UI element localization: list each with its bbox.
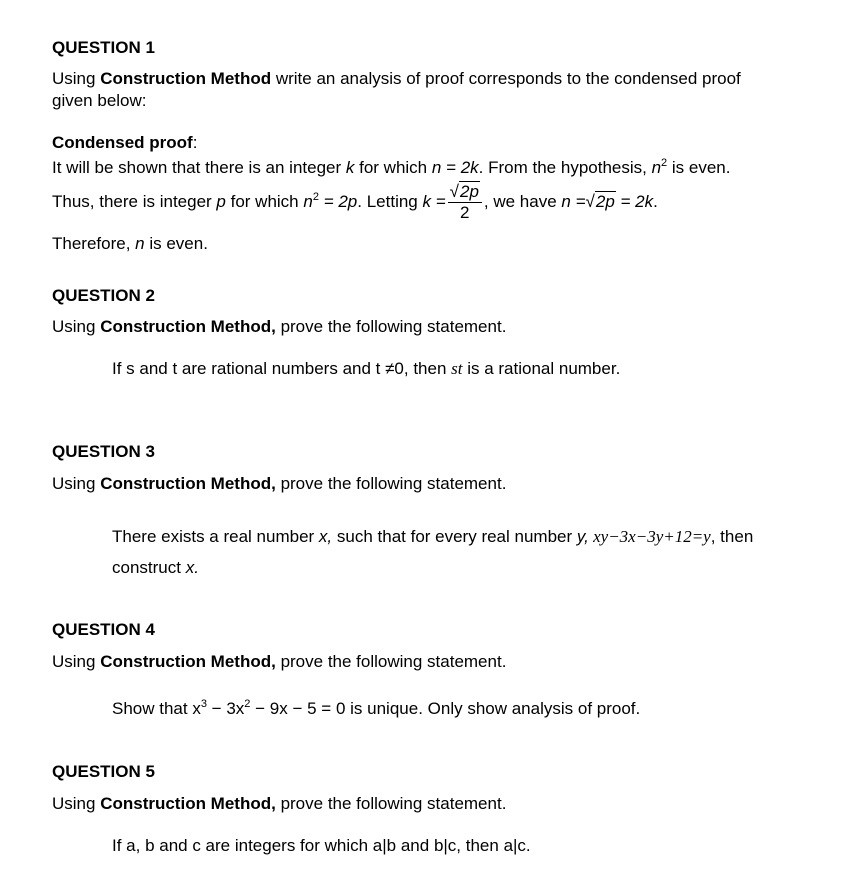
statement-text: is unique. Only show analysis of proof. xyxy=(345,699,641,718)
math-st: st xyxy=(451,359,463,378)
math-k-eq: k = xyxy=(422,191,446,211)
question-2-statement xyxy=(112,359,620,379)
math-x: x xyxy=(192,699,201,718)
question-1-intro xyxy=(52,69,741,89)
proof-text: Therefore, xyxy=(52,234,136,253)
math-equation: xy−3x−3y+12=y xyxy=(588,527,711,546)
proof-text: . From the hypothesis, xyxy=(478,158,652,177)
math-eq-2p: = 2p xyxy=(318,191,358,211)
statement-text: There exists a real number xyxy=(112,527,319,546)
intro-bold: Construction Method, xyxy=(100,652,276,671)
intro-bold: Construction Method, xyxy=(100,317,276,336)
math-n: n xyxy=(135,234,145,253)
question-1-heading: QUESTION 1 xyxy=(52,38,155,57)
statement-text: such that for every real number xyxy=(332,527,577,546)
fraction xyxy=(448,182,482,223)
intro-text: prove the following statement. xyxy=(275,652,507,671)
question-2-intro xyxy=(52,317,506,337)
question-2-heading: QUESTION 2 xyxy=(52,286,155,305)
sqrt-expression xyxy=(586,192,616,212)
proof-line-1 xyxy=(52,158,730,178)
question-5-heading: QUESTION 5 xyxy=(52,762,155,781)
proof-text: Thus, there is integer xyxy=(52,191,217,211)
intro-text: Using xyxy=(52,652,101,671)
proof-text: . xyxy=(653,191,658,211)
proof-text: . Letting xyxy=(357,191,423,211)
math-x: x, xyxy=(318,527,333,546)
proof-text: for which xyxy=(225,191,304,211)
intro-text: prove the following statement. xyxy=(275,794,507,813)
question-5-statement: If a, b and c are integers for which a|b and b|c, then a|c. xyxy=(112,836,531,855)
math-term: − 3x xyxy=(206,699,245,718)
math-p: p xyxy=(216,191,226,211)
question-4-heading: QUESTION 4 xyxy=(52,620,155,639)
condensed-label: Condensed proof xyxy=(52,133,193,152)
intro-text: Using xyxy=(52,317,101,336)
statement-text: , then xyxy=(710,527,754,546)
proof-line-2 xyxy=(52,182,658,223)
proof-text: It will be shown that there is an integer xyxy=(52,158,346,177)
math-term: − 9x − 5 = 0 xyxy=(250,699,346,718)
intro-text: write an analysis of proof corresponds to the condensed proof xyxy=(271,69,741,88)
intro-text: prove the following statement. xyxy=(275,317,507,336)
math-exponent: 2 xyxy=(244,698,251,710)
fraction-numerator xyxy=(448,182,482,203)
question-1-intro-line2: given below: xyxy=(52,91,147,110)
math-n-eq: n = xyxy=(561,191,586,211)
intro-text: Using xyxy=(52,69,101,88)
proof-text: is even. xyxy=(144,234,208,253)
intro-bold: Construction Method xyxy=(100,69,272,88)
statement-text: If s and t are rational numbers and t ≠0, then xyxy=(112,359,452,378)
math-exponent: 2 xyxy=(312,190,319,203)
sqrt-radicand: 2p xyxy=(459,182,479,201)
proof-text: is even. xyxy=(667,158,731,177)
math-n: n xyxy=(303,191,313,211)
math-exponent: 2 xyxy=(661,157,668,169)
sqrt-symbol: √ xyxy=(585,191,595,211)
statement-text: Show that xyxy=(112,699,193,718)
sqrt-radicand: 2p xyxy=(595,191,615,211)
question-3-statement xyxy=(112,527,753,547)
proof-text: , we have xyxy=(483,191,562,211)
intro-bold: Construction Method, xyxy=(100,474,276,493)
question-4-intro xyxy=(52,652,506,672)
proof-line-3 xyxy=(52,234,208,254)
math-x: x. xyxy=(185,558,199,577)
intro-text: Using xyxy=(52,474,101,493)
intro-text: prove the following statement. xyxy=(275,474,507,493)
math-eq-2k: = 2k xyxy=(615,191,654,211)
question-3-intro xyxy=(52,474,506,494)
intro-bold: Construction Method, xyxy=(100,794,276,813)
statement-text: construct xyxy=(112,558,186,577)
condensed-proof-label xyxy=(52,133,197,153)
math-y: y, xyxy=(576,527,589,546)
proof-text: for which xyxy=(354,158,432,177)
intro-text: Using xyxy=(52,794,101,813)
question-3-heading: QUESTION 3 xyxy=(52,442,155,461)
question-4-statement xyxy=(112,699,640,719)
sqrt-symbol: √ xyxy=(449,182,459,201)
fraction-denominator: 2 xyxy=(460,203,470,222)
math-n: n xyxy=(651,158,662,177)
question-5-intro xyxy=(52,794,506,814)
math-k: k xyxy=(345,158,355,177)
math-exponent: 3 xyxy=(200,698,207,710)
statement-text: is a rational number. xyxy=(462,359,621,378)
math-n-eq-2k: n = 2k xyxy=(431,158,479,177)
condensed-colon: : xyxy=(192,133,198,152)
question-3-statement-line2 xyxy=(112,558,199,578)
